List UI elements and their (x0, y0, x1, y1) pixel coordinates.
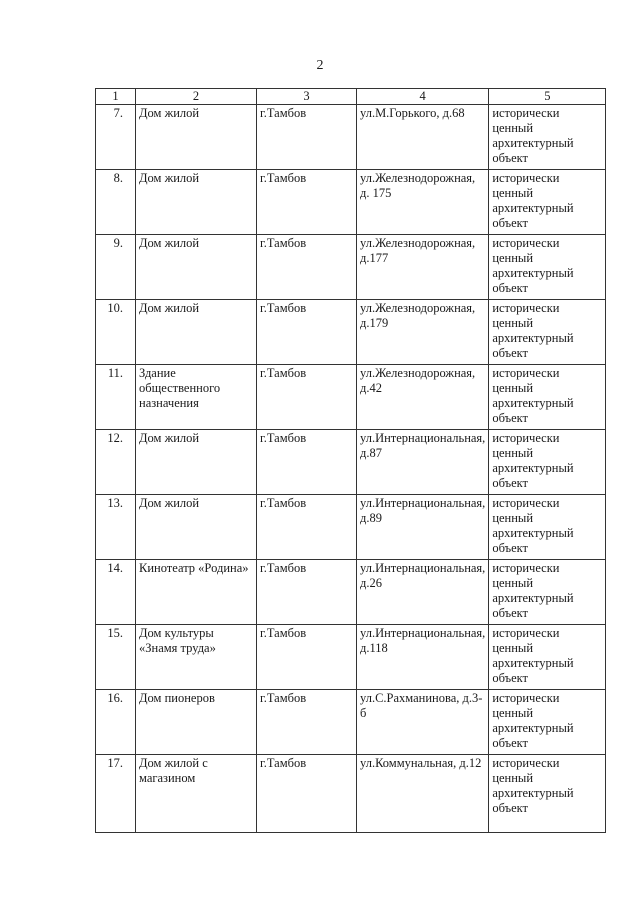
city-cell: г.Тамбов (257, 235, 357, 300)
row-number-cell: 12. (96, 430, 136, 495)
category-cell: исторически ценный архитектурный объект (489, 690, 606, 755)
table-row (96, 170, 606, 235)
object-name-cell: Дом культуры «Знамя труда» (136, 625, 257, 690)
address-cell: ул.Интернациональная, д.89 (357, 495, 489, 560)
address-cell: ул.Железнодорожная, д.177 (357, 235, 489, 300)
heritage-objects-table (95, 88, 606, 833)
row-number-cell: 9. (96, 235, 136, 300)
category-cell: исторически ценный архитектурный объект (489, 430, 606, 495)
row-number-cell: 17. (96, 755, 136, 833)
address-cell: ул.Интернациональная, д.118 (357, 625, 489, 690)
object-name-cell: Дом жилой (136, 170, 257, 235)
category-cell: исторически ценный архитектурный объект (489, 170, 606, 235)
row-number-cell: 16. (96, 690, 136, 755)
object-name-cell: Дом жилой (136, 235, 257, 300)
object-name-cell: Дом жилой (136, 105, 257, 170)
object-name-cell: Дом жилой с магазином (136, 755, 257, 833)
category-cell: исторически ценный архитектурный объект (489, 105, 606, 170)
address-cell: ул.Железнодорожная, д. 175 (357, 170, 489, 235)
city-cell: г.Тамбов (257, 430, 357, 495)
row-number-cell: 15. (96, 625, 136, 690)
object-name-cell: Здание общественного назначения (136, 365, 257, 430)
header-cell: 4 (357, 89, 489, 105)
address-cell: ул.Железнодорожная, д.179 (357, 300, 489, 365)
table-row (96, 560, 606, 625)
address-cell: ул.Коммунальная, д.12 (357, 755, 489, 833)
row-number-cell: 10. (96, 300, 136, 365)
table-row (96, 300, 606, 365)
table-header-row (96, 89, 606, 105)
city-cell: г.Тамбов (257, 625, 357, 690)
city-cell: г.Тамбов (257, 755, 357, 833)
header-cell: 5 (489, 89, 606, 105)
city-cell: г.Тамбов (257, 495, 357, 560)
category-cell: исторически ценный архитектурный объект (489, 300, 606, 365)
category-cell: исторически ценный архитектурный объект (489, 235, 606, 300)
object-name-cell: Дом пионеров (136, 690, 257, 755)
city-cell: г.Тамбов (257, 365, 357, 430)
object-name-cell: Дом жилой (136, 430, 257, 495)
category-cell: исторически ценный архитектурный объект (489, 755, 606, 833)
city-cell: г.Тамбов (257, 170, 357, 235)
city-cell: г.Тамбов (257, 105, 357, 170)
city-cell: г.Тамбов (257, 690, 357, 755)
row-number-cell: 14. (96, 560, 136, 625)
row-number-cell: 11. (96, 365, 136, 430)
table-row (96, 105, 606, 170)
category-cell: исторически ценный архитектурный объект (489, 625, 606, 690)
header-cell: 1 (96, 89, 136, 105)
table-row (96, 495, 606, 560)
header-cell: 3 (257, 89, 357, 105)
address-cell: ул.М.Горького, д.68 (357, 105, 489, 170)
header-cell: 2 (136, 89, 257, 105)
address-cell: ул.Железнодорожная, д.42 (357, 365, 489, 430)
table-row (96, 625, 606, 690)
table-row (96, 235, 606, 300)
row-number-cell: 7. (96, 105, 136, 170)
address-cell: ул.Интернациональная, д.87 (357, 430, 489, 495)
object-name-cell: Дом жилой (136, 495, 257, 560)
row-number-cell: 13. (96, 495, 136, 560)
object-name-cell: Дом жилой (136, 300, 257, 365)
address-cell: ул.Интернациональная, д.26 (357, 560, 489, 625)
page-number: 2 (316, 58, 324, 73)
category-cell: исторически ценный архитектурный объект (489, 495, 606, 560)
city-cell: г.Тамбов (257, 560, 357, 625)
city-cell: г.Тамбов (257, 300, 357, 365)
category-cell: исторически ценный архитектурный объект (489, 365, 606, 430)
category-cell: исторически ценный архитектурный объект (489, 560, 606, 625)
row-number-cell: 8. (96, 170, 136, 235)
table-row (96, 430, 606, 495)
table-row (96, 755, 606, 833)
table-row (96, 365, 606, 430)
address-cell: ул.С.Рахманинова, д.3-б (357, 690, 489, 755)
table-row (96, 690, 606, 755)
object-name-cell: Кинотеатр «Родина» (136, 560, 257, 625)
